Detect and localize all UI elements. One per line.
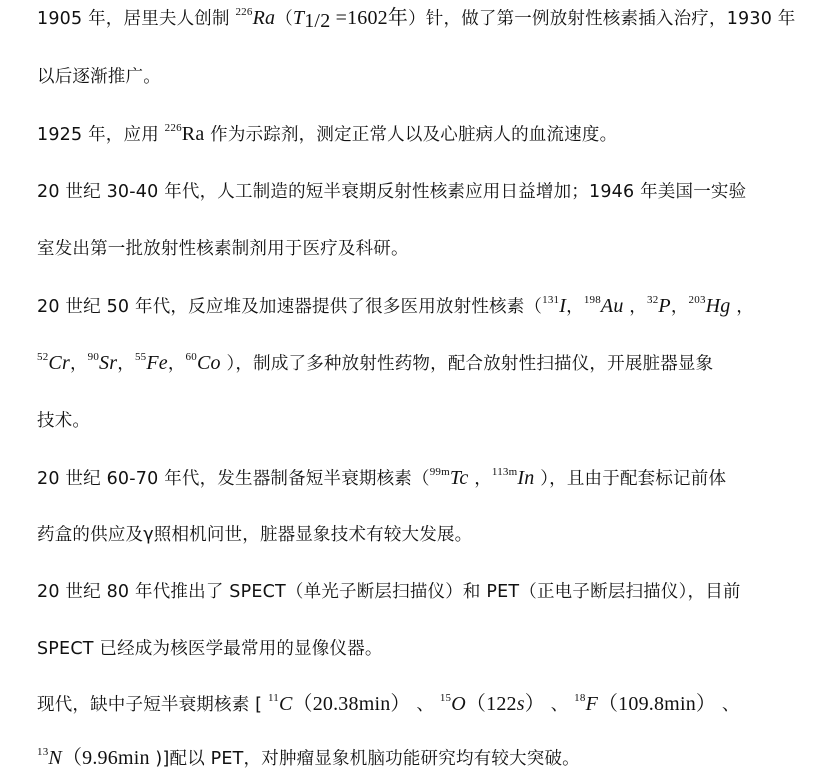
mass-number: 15 [439, 692, 452, 704]
mass-number: 60 [185, 351, 197, 363]
half-life-value: （109.8min） [597, 693, 717, 715]
text-run: 20 世纪 80 年代推出了 SPECT（单光子断层扫描仪）和 PET（正电子断层扫描仪），目前 [37, 582, 741, 602]
text-run: 、 [544, 695, 575, 715]
half-life-value: ） [524, 693, 545, 715]
half-life-symbol: T [292, 7, 305, 29]
text-run: 室发出第一批放射性核素制剂用于医疗及科研。 [37, 239, 409, 259]
mass-number: 113m [491, 466, 518, 478]
text-run: 作为示踪剂，测定正常人以及心脏病人的血流速度。 [204, 125, 618, 145]
text-run: SPECT 已经成为核医学最常用的显像仪器。 [37, 639, 383, 659]
mass-number: 55 [134, 351, 147, 363]
mass-number: 32 [647, 294, 659, 306]
para-30s-40s-line-1 [37, 180, 746, 204]
para-modern-line-2 [37, 746, 580, 771]
para-1905-line-1 [37, 6, 796, 31]
half-life-value: （9.96min [61, 747, 150, 769]
half-life-subscript: 1/2 [304, 10, 331, 32]
text-run: ， [623, 297, 648, 317]
mass-number: 52 [37, 351, 49, 363]
text-run: 、 [410, 695, 440, 715]
nuclide-list-b [37, 351, 254, 374]
mass-number: 11 [267, 692, 279, 704]
mass-number: 203 [688, 294, 706, 306]
element-symbol: Tc [449, 467, 469, 489]
text-run: 技术。 [37, 411, 91, 431]
text-run: ），且由于配套标记前体 [534, 469, 727, 489]
text-run: 现代，缺中子短半衰期核素 [ [37, 695, 268, 715]
text-run: ， [117, 354, 135, 374]
text-run: 1925 年，应用 [37, 125, 165, 145]
mass-number: 13 [37, 746, 49, 758]
element-symbol: P [658, 295, 671, 317]
element-symbol: I [559, 295, 567, 317]
text-run: 20 世纪 60-70 年代，发生器制备短半衰期核素（ [37, 469, 430, 489]
text-run: ， [670, 297, 689, 317]
element-symbol: F [585, 693, 598, 715]
text-run: ， [566, 297, 584, 317]
para-50s-line-1 [37, 294, 754, 319]
text-run: 以后逐渐推广。 [37, 67, 161, 87]
element-symbol: Cr [48, 352, 70, 374]
element-symbol: Co [196, 352, 221, 374]
para-30s-40s-line-2 [37, 237, 409, 261]
mass-number: 131 [542, 294, 560, 306]
text-run: ）针，做了第一例放射性核素插入治疗，1930 年 [408, 9, 796, 29]
half-life-value: （20.38min） [292, 693, 411, 715]
para-modern-line-1 [37, 692, 740, 717]
text-run: )]配以 PET，对肿瘤显象机脑功能研究均有较大突破。 [149, 749, 580, 769]
mass-number: 226 [164, 122, 182, 134]
text-run: ）， [220, 354, 254, 374]
text-run: ， [69, 354, 88, 374]
mass-number: 99m [429, 466, 450, 478]
element-symbol: Ra [252, 7, 276, 29]
para-60s-70s-line-2 [37, 523, 472, 547]
mass-number: 198 [583, 294, 601, 306]
element-symbol: O [451, 693, 466, 715]
text-run: （ [275, 9, 293, 29]
para-50s-line-3 [37, 409, 90, 433]
element-symbol: Au [600, 295, 624, 317]
text-run: 1905 年，居里夫人创制 [37, 9, 236, 29]
text-run: ， [167, 354, 186, 374]
mass-number: 18 [574, 692, 586, 704]
text-run: 20 世纪 30-40 年代，人工制造的短半衰期反射性核素应用日益增加；1946 年美国一实验 [37, 182, 747, 202]
element-symbol: Fe [146, 352, 168, 374]
element-symbol: In [517, 467, 535, 489]
text-run: 20 世纪 50 年代，反应堆及加速器提供了很多医用放射性核素（ [37, 297, 543, 317]
half-life-value: （122 [465, 693, 517, 715]
half-life-value: =1602年 [330, 7, 409, 29]
mass-number: 226 [235, 6, 253, 18]
text-run: ， [730, 297, 754, 317]
para-50s-line-2 [37, 351, 713, 376]
para-1925 [37, 122, 617, 147]
para-80s-line-1 [37, 580, 741, 604]
element-symbol: N [48, 747, 62, 769]
mass-number: 90 [87, 351, 100, 363]
para-80s-line-2 [37, 637, 383, 661]
element-symbol: C [278, 693, 293, 715]
para-1905-line-2 [37, 65, 161, 89]
text-run: ， [468, 469, 492, 489]
para-60s-70s-line-1 [37, 466, 726, 491]
unit-symbol: s [516, 693, 525, 715]
element-symbol: Sr [99, 352, 118, 374]
text-run: 、 [716, 695, 740, 715]
text-run: 药盒的供应及γ照相机问世，脏器显象技术有较大发展。 [37, 525, 473, 545]
text-run: 制成了多种放射性药物，配合放射性扫描仪，开展脏器显象 [253, 354, 714, 374]
nuclide-list-a [542, 294, 754, 317]
element-symbol: Ra [181, 123, 205, 145]
element-symbol: Hg [705, 295, 731, 317]
